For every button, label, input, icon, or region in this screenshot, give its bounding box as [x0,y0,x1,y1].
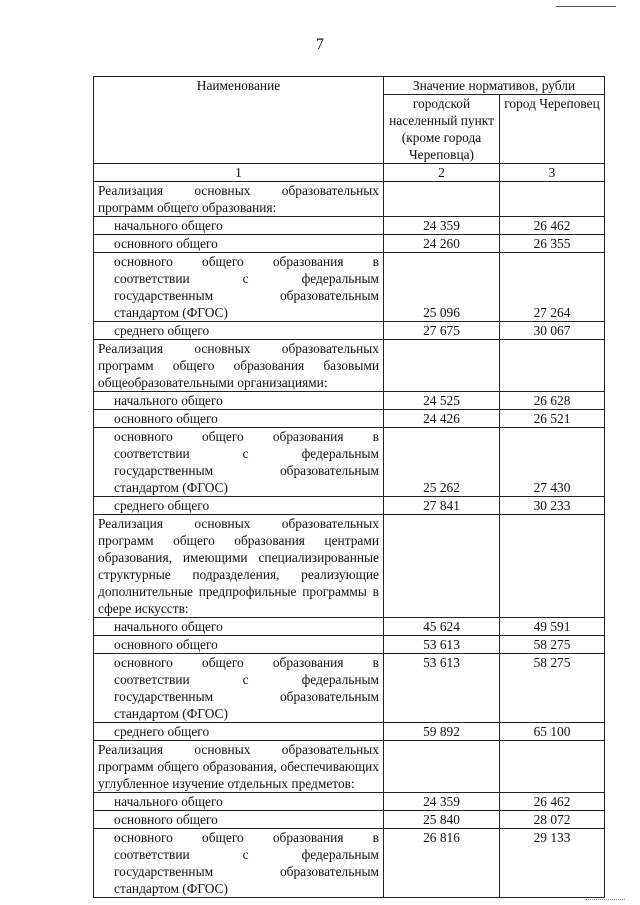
empty-cell [384,340,500,392]
header-num-2: 2 [384,164,500,182]
top-rule [556,6,616,7]
value-col3: 26 462 [500,793,605,811]
table-row [94,235,605,253]
value-col2: 24 426 [384,410,500,428]
value-col2: 53 613 [384,636,500,654]
table-row [94,829,605,898]
empty-cell [384,741,500,793]
value-col3: 26 628 [500,392,605,410]
row-label: среднего общего [94,497,384,515]
row-label: начального общего [94,392,384,410]
table-row [94,654,605,723]
empty-cell [384,515,500,618]
value-col2: 24 525 [384,392,500,410]
table-row [94,322,605,340]
row-label: среднего общего [94,723,384,741]
value-col3: 30 233 [500,497,605,515]
table-row [94,217,605,235]
section-title: Реализация основных образовательных программ общего образования базовыми общеобразовательными организациями: [94,340,384,392]
value-col2: 45 624 [384,618,500,636]
value-col2: 24 260 [384,235,500,253]
value-col2: 27 841 [384,497,500,515]
scan-edge-mark [585,899,625,900]
section-title: Реализация основных образовательных программ общего образования центрами образования, имеющими специализированные структурные подразделения, реализующие дополнительные предпрофильные программы в сфере искусств: [94,515,384,618]
section-title: Реализация основных образовательных программ общего образования, обеспечивающих углубленное изучение отдельных предметов: [94,741,384,793]
table-row [94,392,605,410]
header-values-group: Значение нормативов, рубли [384,77,605,95]
row-label: начального общего [94,217,384,235]
table-row [94,811,605,829]
row-label: основного общего образования в соответствии с федеральным государственным образовательным стандартом (ФГОС) [94,654,384,723]
value-col3: 26 355 [500,235,605,253]
row-label: начального общего [94,618,384,636]
row-label: основного общего образования в соответствии с федеральным государственным образовательным стандартом (ФГОС) [94,829,384,898]
table-row [94,636,605,654]
value-col2: 24 359 [384,793,500,811]
table-row [94,497,605,515]
row-label: начального общего [94,793,384,811]
header-num-3: 3 [500,164,605,182]
value-col2: 53 613 [384,654,500,723]
empty-cell [500,182,605,217]
value-col3: 58 275 [500,654,605,723]
value-col2: 59 892 [384,723,500,741]
value-col3: 65 100 [500,723,605,741]
header-col2: городской населенный пункт (кроме города Череповца) [384,95,500,164]
row-label: основного общего [94,636,384,654]
value-col2: 25 262 [384,428,500,497]
table-row [94,428,605,497]
table-row [94,410,605,428]
value-col3: 26 462 [500,217,605,235]
page-number: 7 [316,36,324,53]
empty-cell [384,182,500,217]
value-col2: 26 816 [384,829,500,898]
value-col2: 24 359 [384,217,500,235]
table-row [94,793,605,811]
value-col3: 58 275 [500,636,605,654]
row-label: основного общего [94,410,384,428]
value-col2: 27 675 [384,322,500,340]
table-row [94,618,605,636]
value-col3: 26 521 [500,410,605,428]
empty-cell [500,340,605,392]
row-label: основного общего образования в соответствии с федеральным государственным образовательным стандартом (ФГОС) [94,428,384,497]
normatives-table [93,76,605,898]
value-col3: 29 133 [500,829,605,898]
header-name: Наименование [94,77,384,164]
table-row [94,253,605,322]
table-row [94,723,605,741]
header-num-1: 1 [94,164,384,182]
value-col3: 49 591 [500,618,605,636]
value-col2: 25 840 [384,811,500,829]
empty-cell [500,515,605,618]
value-col2: 25 096 [384,253,500,322]
value-col3: 27 264 [500,253,605,322]
value-col3: 27 430 [500,428,605,497]
row-label: основного общего [94,235,384,253]
empty-cell [500,741,605,793]
header-col3: город Череповец [500,95,605,164]
row-label: основного общего образования в соответствии с федеральным государственным образовательным стандартом (ФГОС) [94,253,384,322]
value-col3: 28 072 [500,811,605,829]
row-label: основного общего [94,811,384,829]
section-title: Реализация основных образовательных программ общего образования: [94,182,384,217]
value-col3: 30 067 [500,322,605,340]
row-label: среднего общего [94,322,384,340]
